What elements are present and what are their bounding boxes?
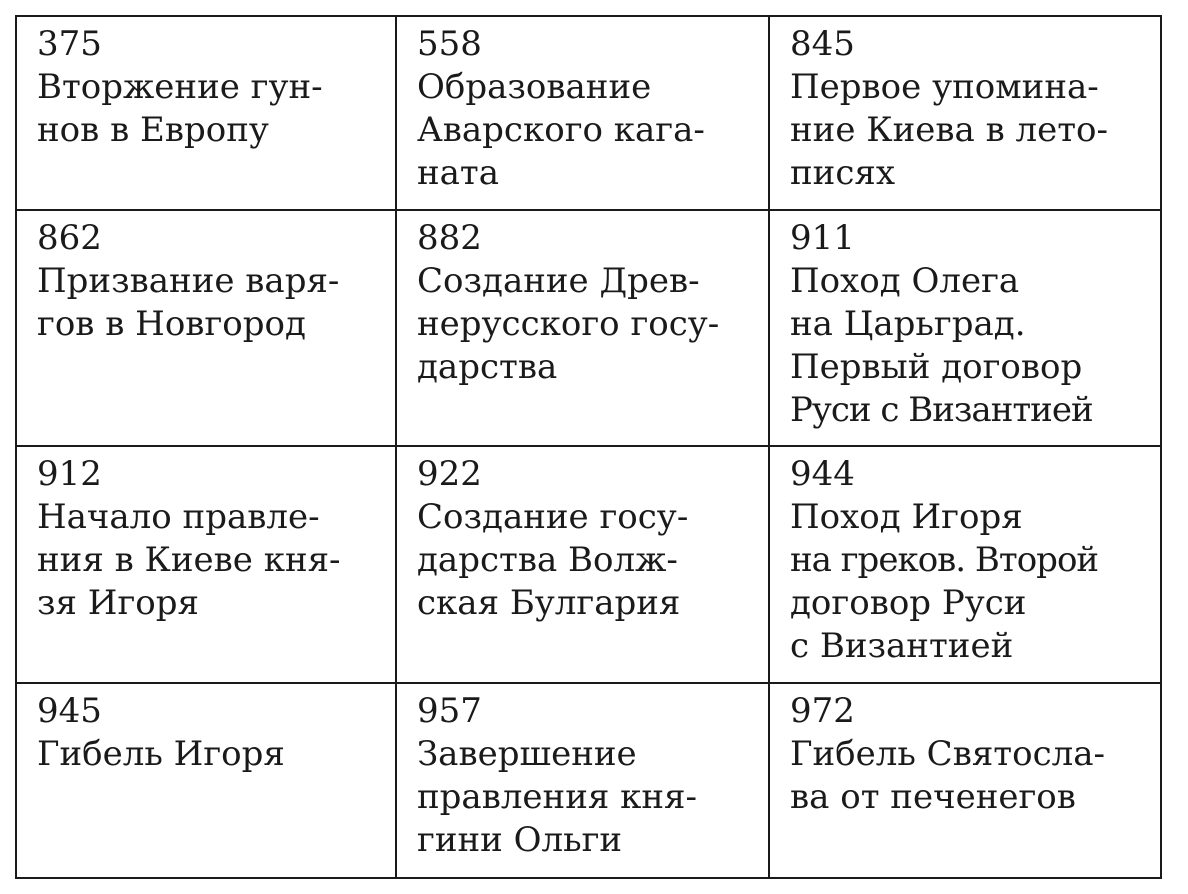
event-text-line: правления кня- (417, 777, 697, 817)
event-year: 375 (37, 24, 102, 64)
event-text-line: нов в Европу (37, 110, 269, 150)
table-cell (396, 446, 769, 683)
table-row (16, 16, 1161, 210)
table-cell (16, 446, 396, 683)
event-year: 944 (790, 454, 855, 494)
event-text-line: гини Ольги (417, 820, 623, 860)
event-text-line: Первый договор (790, 347, 1083, 387)
table-cell (396, 210, 769, 446)
event-text-line: Поход Игоря (790, 497, 1023, 537)
event-text-line: Аварского кага- (417, 110, 705, 150)
event-text-line: нерусского госу- (417, 304, 720, 344)
table-cell (769, 210, 1161, 446)
table-cell (16, 210, 396, 446)
event-text-line: Создание госу- (417, 497, 689, 537)
event-text-line: писях (790, 153, 895, 193)
event-year: 945 (37, 691, 102, 731)
event-text-line: Поход Олега (790, 261, 1020, 301)
event-text-line: на Царьград. (790, 304, 1026, 344)
event-text-line: дарства Волж- (417, 540, 678, 580)
table-cell (396, 16, 769, 210)
event-text-line: Призвание варя- (37, 261, 340, 301)
event-text-line: ская Булгария (417, 583, 681, 623)
event-year: 912 (37, 454, 102, 494)
event-text-line: Гибель Святосла- (790, 734, 1105, 774)
event-year: 558 (417, 24, 482, 64)
event-text-line: Первое упомина- (790, 67, 1099, 107)
event-year: 882 (417, 218, 482, 258)
event-text-line: зя Игоря (37, 583, 199, 623)
event-text-line: ната (417, 153, 500, 193)
table-row (16, 683, 1161, 878)
event-text-line: ва от печенегов (790, 777, 1076, 817)
table-cell (16, 16, 396, 210)
table-row (16, 446, 1161, 683)
event-year: 911 (790, 218, 855, 258)
event-year: 972 (790, 691, 855, 731)
table-cell (769, 16, 1161, 210)
event-text-line: с Византией (790, 626, 1014, 666)
timeline-table (15, 15, 1162, 879)
event-year: 862 (37, 218, 102, 258)
event-text-line: гов в Новгород (37, 304, 306, 344)
timeline-table-body (16, 16, 1161, 878)
event-text-line: Создание Древ- (417, 261, 700, 301)
table-cell (769, 446, 1161, 683)
event-year: 957 (417, 691, 482, 731)
event-text-line: договор Руси (790, 583, 1027, 623)
event-text-line: Образование (417, 67, 652, 107)
event-text-line: Завершение (417, 734, 637, 774)
table-cell (396, 683, 769, 878)
event-text-line: Вторжение гун- (37, 67, 323, 107)
event-text-line: на греков. Второй (790, 540, 1099, 580)
event-text-line: дарства (417, 347, 558, 387)
event-text-line: Гибель Игоря (37, 734, 285, 774)
event-text-line: ния в Киеве кня- (37, 540, 341, 580)
table-cell (769, 683, 1161, 878)
event-text-line: Руси с Византией (790, 390, 1093, 430)
event-text-line: ние Киева в лето- (790, 110, 1109, 150)
event-year: 922 (417, 454, 482, 494)
table-row (16, 210, 1161, 446)
event-year: 845 (790, 24, 855, 64)
table-cell (16, 683, 396, 878)
event-text-line: Начало правле- (37, 497, 320, 537)
